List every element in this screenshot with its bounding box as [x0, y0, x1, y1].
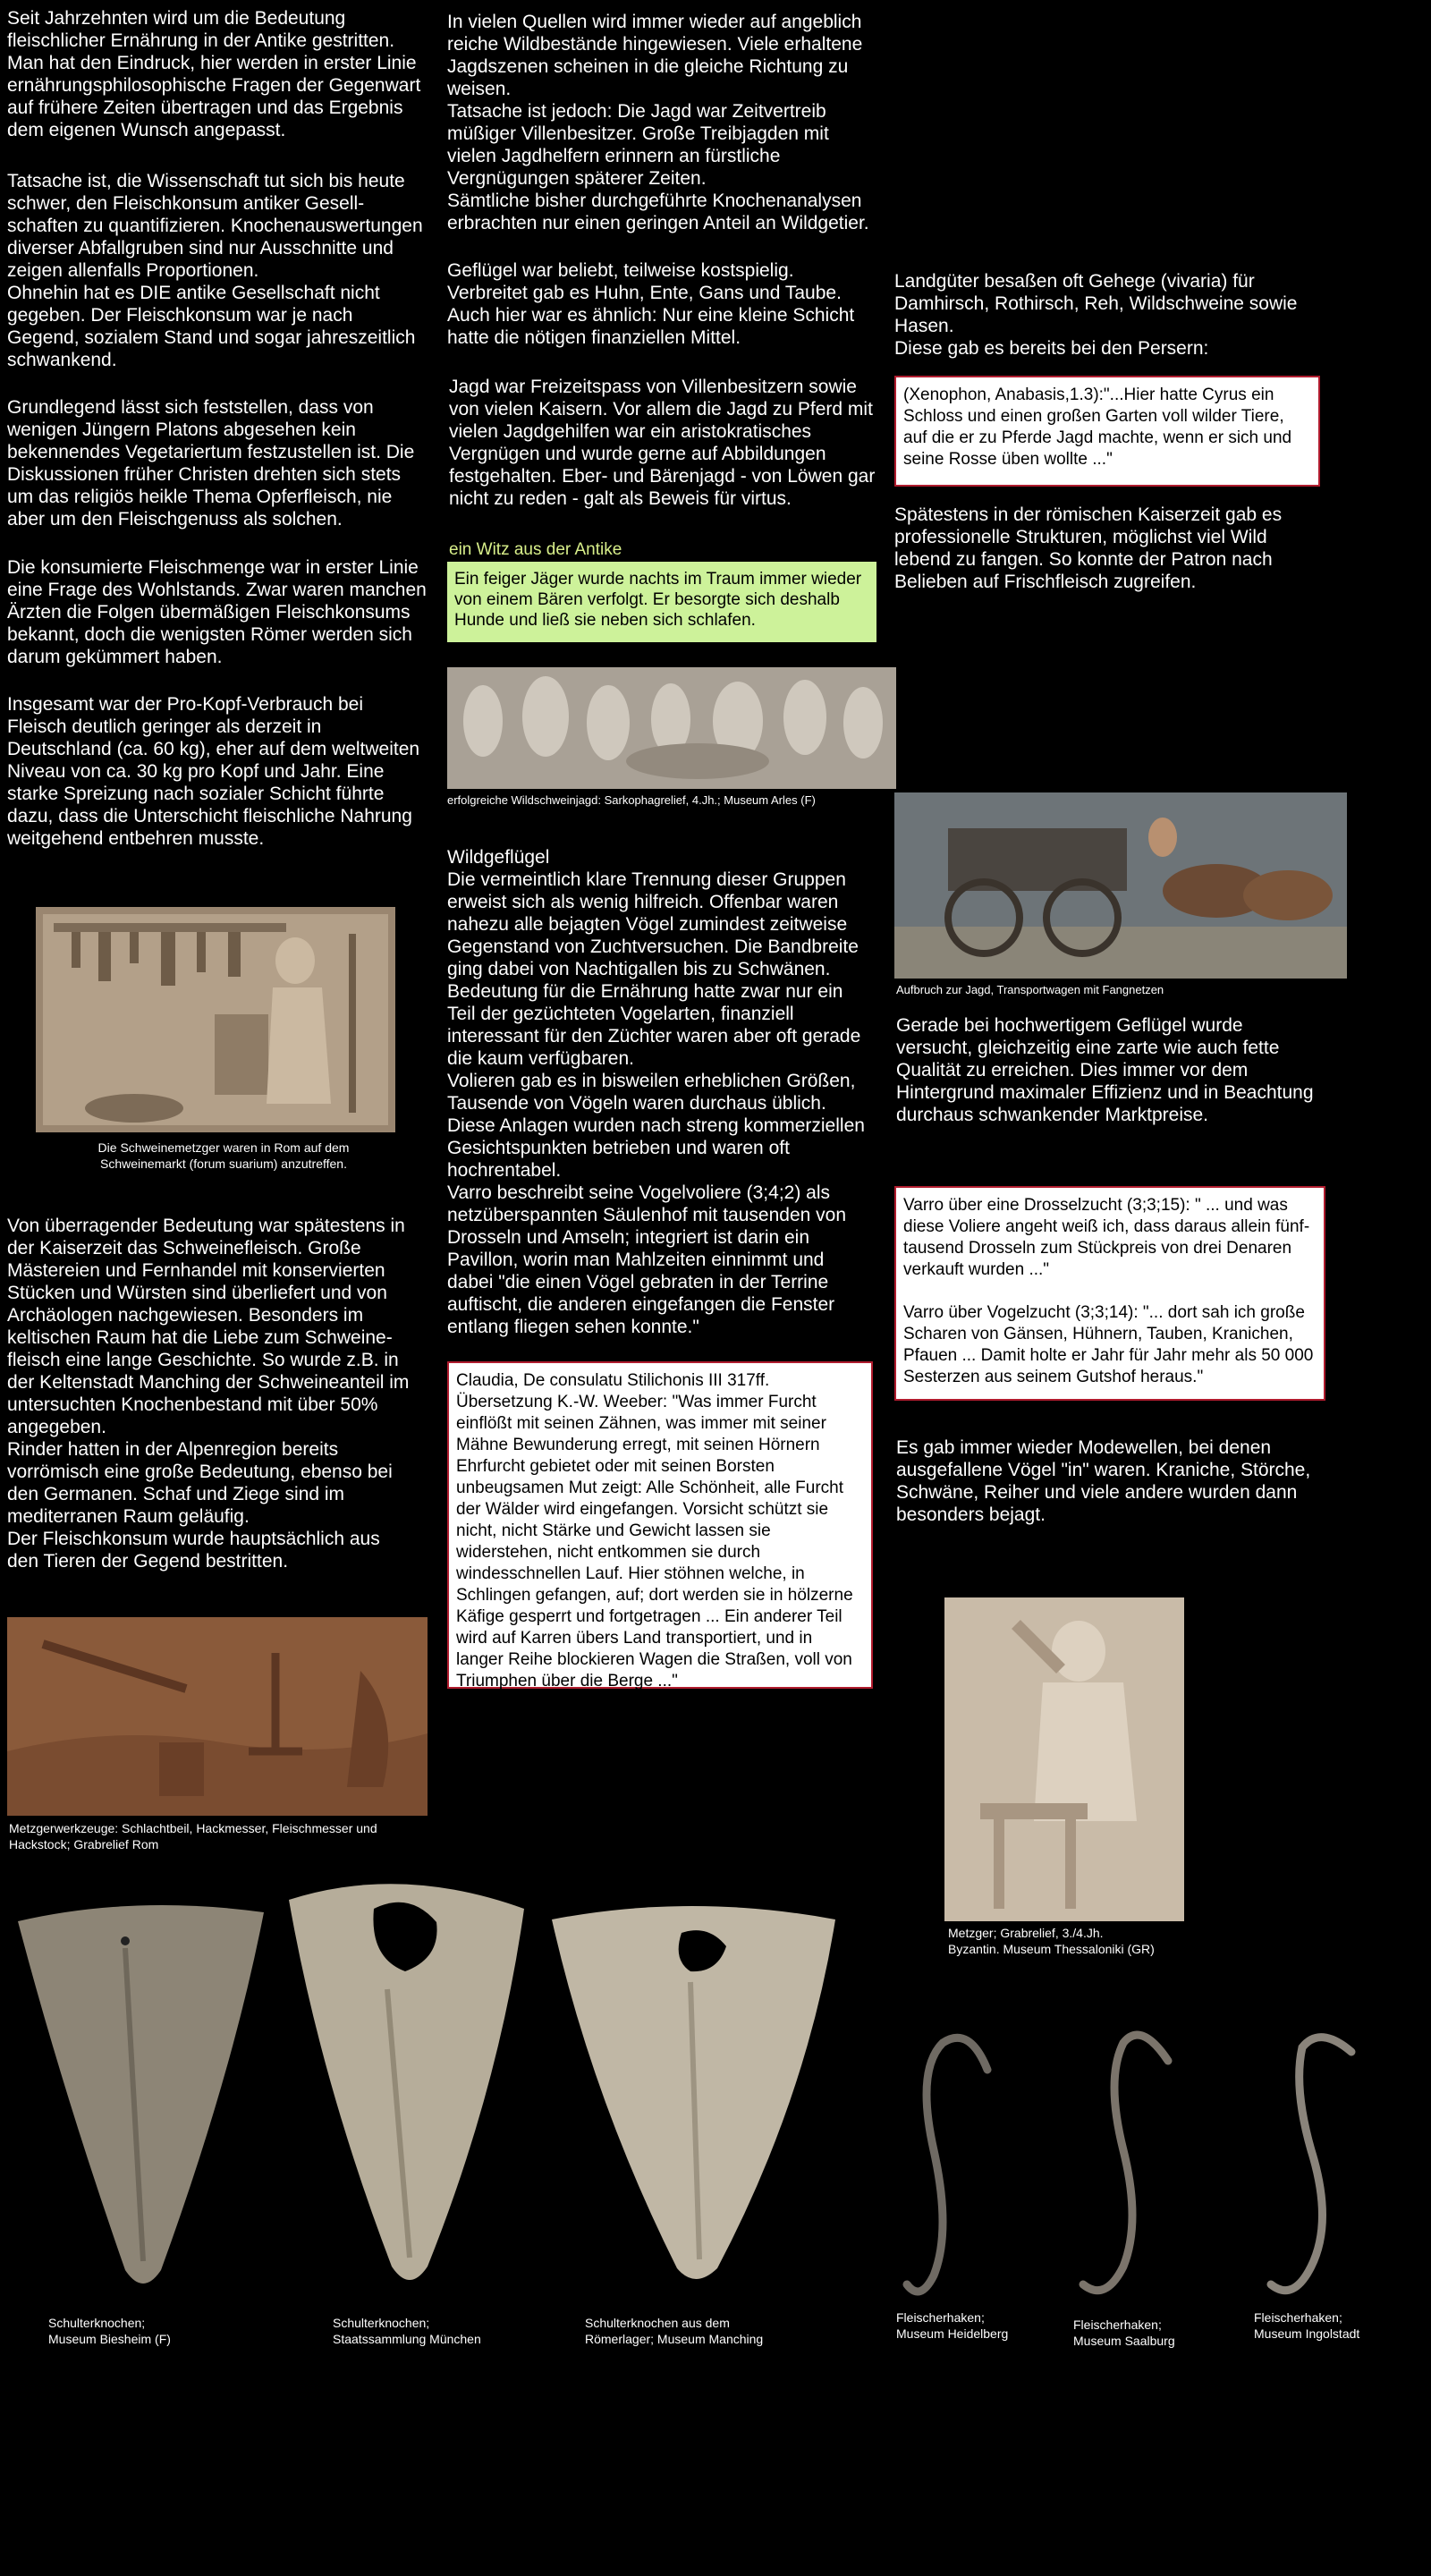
boar-hunt-sarcophagus-image [447, 667, 896, 789]
imperial-structures-paragraph: Spätestens in der römischen Kaiserzeit gab es professionelle Strukturen, möglichst viel Wild lebend zu fangen. So konnte der Patron nach Belieben auf Frischfleisch zugreifen. [894, 504, 1283, 592]
wild-fowl-paragraph: Wildgeflügel Die vermeintlich klare Trennung dieser Gruppen erweist sich als wenig hilfreich. Offenbar waren nahezu alle bejagten Vögel zumindest zeitweise Gegenstand von Zuchtversuchen. Die Bandbreite ging dabei von Nachtigallen bis zu Schwänen. Bedeutung für die Ernährung hatte zwar nur ein Teil der gezüchteten Vogelarten, finanziell interessant für den Züchter waren aber oft gerade die kaum verfügbaren. Volieren gab es in bisweilen erheblichen Größen, Tausende von Vögeln waren durchaus üblich. Diese Anlagen wurden nach streng kommerziellen Gesichtspunkten betrieben und waren oft hochrentabel. Varro beschreibt seine Vogelvoliere (3;4;2) als netzüberspannten Säulenhof mit tausenden von Drosseln und Amseln; integriert ist darin ein Pavillon, worin man Mahlzeiten einnimmt und dabei "die einen Vögel gebraten in der Terrine auftischt, die anderen eingefangen die Fenster entlang fliegen sehen konnte." [447, 847, 865, 1337]
hook-2-caption: Fleischerhaken; Museum Saalburg [1073, 2318, 1175, 2348]
shoulder-bone-1-image [9, 1894, 268, 2311]
meat-hook-1-image [898, 2016, 1023, 2311]
leisure-hunt-paragraph: Jagd war Freizeitspass von Villenbesitzern sowie von vielen Kaisern. Vor allem die Jagd zu Pferd mit vielen Jagdgehilfen war ein aristokratisches Vergnügen und wurde gerne auf Abbildungen festgehalten. Eber- und Bärenjagd - von Löwen gar nicht zu reden - galt als Beweis für virtus. [449, 377, 876, 509]
intro-paragraph: Seit Jahrzehnten wird um die Bedeutung fleischlicher Ernährung in der Antike gestritten. Man hat den Eindruck, hier werden in erster Linie ernährungsphilosophische Fragen der Gegenwart auf frühere Zeiten übertragen und das Ergebnis dem eigenen Wunsch angepasst. [7, 8, 421, 140]
pork-paragraph: Von überragender Bedeutung war spätestens in der Kaiserzeit das Schweinefleisch. Große Mästereien und Fernhandel mit konservierten Stücken und Würsten sind überliefert und von Archäologen nachgewiesen. Besonders im keltischen Raum hat die Liebe zum Schweine- fleisch eine lange Geschichte. So wurde z.B. in der Keltenstadt Manching der Schweineanteil im untersuchten Knochenbestand mit über 50% angegeben. Rinder hatten in der Alpenregion bereits vorrömisch eine große Bedeutung, ebenso bei den Germanen. Schaf und Ziege sind im mediterranen Raum geläufig. Der Fleischkonsum wurde hauptsächlich aus den Tieren der Gegend bestritten. [7, 1216, 410, 1572]
bone-3-caption: Schulterknochen aus dem Römerlager; Museum Manching [585, 2316, 764, 2346]
hook-1-caption: Fleischerhaken; Museum Heidelberg [896, 2310, 1009, 2341]
butcher-caption: Die Schweinemetzger waren in Rom auf dem Schweinemarkt (forum suarium) anzutreffen. [97, 1140, 350, 1171]
meat-hook-2-image [1070, 2016, 1186, 2311]
joke-box: Ein feiger Jäger wurde nachts im Traum immer wieder von einem Bären verfolgt. Er besorgte sich deshalb Hunde und ließ sie neben sich schlafen. [447, 562, 876, 642]
poultry-paragraph: Geflügel war beliebt, teilweise kostspielig. Verbreitet gab es Huhn, Ente, Gans und Taube. Auch hier war es ähnlich: Nur eine kleine Schicht hatte die nötigen finanziellen Mittel. [447, 260, 855, 348]
bone-1-caption: Schulterknochen; Museum Biesheim (F) [48, 2316, 171, 2346]
tools-caption: Metzgerwerkzeuge: Schlachtbeil, Hackmesser, Fleischmesser und Hackstock; Grabrelief Rom [9, 1821, 377, 1852]
xenophon-quote-box: (Xenophon, Anabasis,1.3):"...Hier hatte Cyrus ein Schloss und einen großen Garten voll wilder Tiere, auf die er zu Pferde Jagd machte, wenn er sich und seine Rosse üben wollte ..." [894, 376, 1320, 487]
mosaic-caption: Aufbruch zur Jagd, Transportwagen mit Fangnetzen [896, 983, 1164, 996]
enclosures-paragraph: Landgüter besaßen oft Gehege (vivaria) für Damhirsch, Rothirsch, Reh, Wildschweine sowie Hasen. Diese gab es bereits bei den Persern: [894, 271, 1298, 359]
bone-2-caption: Schulterknochen; Staatssammlung München [333, 2316, 481, 2346]
consumption-paragraph: Insgesamt war der Pro-Kopf-Verbrauch bei Fleisch deutlich geringer als derzeit in Deutschland (ca. 60 kg), eher auf dem weltweiten Niveau von ca. 30 kg pro Kopf und Jahr. Eine starke Spreizung nach sozialer Schicht führte dazu, dass die Unterschicht fleischliche Nahrung weitgehend entbehren musste. [7, 694, 420, 849]
varro-quote-box: Varro über eine Drosselzucht (3;3;15): " ... und was diese Voliere angeht weiß ich, dass daraus allein fünf-tausend Drosseln zum Stückpreis von drei Denaren verkauft wurden ..." Varro über Vogelzucht (3;3;14): "... dort sah ich große Scharen von Gänsen, Hühnern, Tauben, Kranichen, Pfauen ... Damit holte er Jahr für Jahr mehr als 50 000 Sesterzen aus seinem Gutshof heraus." [894, 1186, 1325, 1401]
meat-hook-3-image [1249, 2016, 1365, 2311]
fashion-birds-paragraph: Es gab immer wieder Modewellen, bei denen ausgefallene Vögel "in" waren. Kraniche, Störche, Schwäne, Reiher und viele andere wurden dann besonders bejagt. [896, 1437, 1311, 1525]
hunting-paragraph: In vielen Quellen wird immer wieder auf angeblich reiche Wildbestände hingewiesen. Viele erhaltene Jagdszenen scheinen in die gleiche Richtung zu weisen. Tatsache ist jedoch: Die Jagd war Zeitvertreib müßiger Villenbesitzer. Große Treibjagden mit vielen Jagdhelfern erinnern an fürstliche Vergnügungen späterer Zeiten. Sämtliche bisher durchgeführte Knochenanalysen erbrachten nur einen geringen Anteil an Wildgetier. [447, 12, 869, 233]
hunting-wagon-mosaic-image [894, 792, 1347, 979]
quality-paragraph: Gerade bei hochwertigem Geflügel wurde versucht, gleichzeitig eine zarte wie auch fette Qualität zu erreichen. Dies immer vor dem Hintergrund maximaler Effizienz und in Beachtung durchaus schwankender Marktpreise. [896, 1015, 1314, 1125]
butcher-relief-image [36, 907, 395, 1132]
butcher-tools-relief-image [7, 1617, 428, 1816]
butcher-gravestone-image [944, 1597, 1184, 1921]
sarcophagus-caption: erfolgreiche Wildschweinjagd: Sarkophagrelief, 4.Jh.; Museum Arles (F) [447, 793, 816, 807]
shoulder-bone-2-image [284, 1873, 528, 2293]
gravestone-caption: Metzger; Grabrelief, 3./4.Jh. Byzantin. Museum Thessaloniki (GR) [948, 1926, 1155, 1956]
science-paragraph: Tatsache ist, die Wissenschaft tut sich bis heute schwer, den Fleischkonsum antiker Gesell- schaften zu quantifizieren. Knochenauswertungen diverser Abfallgruben sind nur Ausschnitte und zeigen allenfalls Proportionen. Ohnehin hat es DIE antike Gesellschaft nicht gegeben. Der Fleischkonsum war je nach Gegend, sozialem Stand und sogar jahreszeitlich schwankend. [7, 171, 423, 370]
shoulder-bone-3-image [547, 1893, 839, 2290]
wealth-paragraph: Die konsumierte Fleischmenge war in erster Linie eine Frage des Wohlstands. Zwar waren manchen Ärzten die Folgen übermäßigen Fleischkonsums bekannt, doch die wenigsten Römer werden sich darum gekümmert haben. [7, 557, 427, 667]
vegetarian-paragraph: Grundlegend lässt sich feststellen, dass von wenigen Jüngern Platons abgesehen kein bekennendes Vegetariertum festzustellen ist. Die Diskussionen früher Christen drehten sich stets um das religiös heikle Thema Opferfleisch, nie aber um den Fleischgenuss als solchen. [7, 397, 415, 530]
joke-title: ein Witz aus der Antike [449, 540, 622, 559]
claudia-quote-box: Claudia, De consulatu Stilichonis III 317ff. Übersetzung K.-W. Weeber: "Was immer Furcht einflößt mit seinen Zähnen, was immer mit seiner Mähne Bewunderung erregt, mit seinen Hörnern Ehrfurcht gebietet oder mit seinen Borsten unbeugsamen Mut zeigt: Alle Schönheit, alle Furcht der Wälder wird eingefangen. Vorsicht schützt sie nicht, nicht Stärke und Gewicht lassen sie widerstehen, nicht entkommen sie durch windesschnellen Lauf. Hier stöhnen welche, in Schlingen gefangen, auf; dort werden sie in hölzerne Käfige gesperrt und fortgetragen ... Ein anderer Teil wird auf Karren übers Land transportiert, und in langer Reihe blockieren Wagen die Straßen, voll von Triumphen über die Berge ..." [447, 1361, 873, 1689]
hook-3-caption: Fleischerhaken; Museum Ingolstadt [1254, 2310, 1360, 2341]
